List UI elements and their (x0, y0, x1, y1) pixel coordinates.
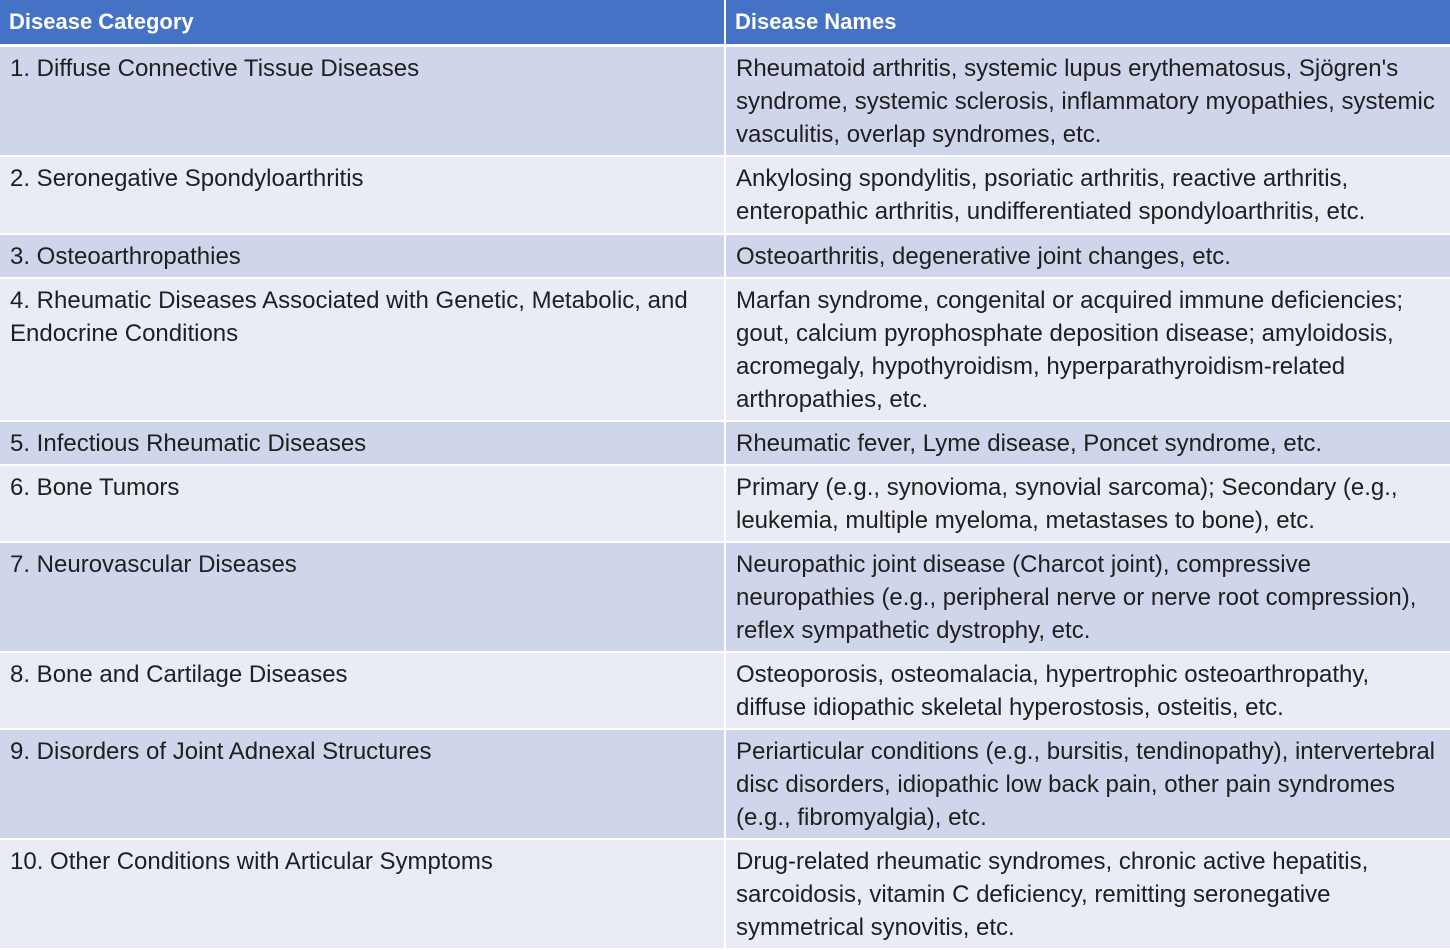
category-cell: 5. Infectious Rheumatic Diseases (0, 421, 725, 465)
table-row (0, 839, 1450, 949)
disease-names-cell: Marfan syndrome, congenital or acquired immune deficiencies; gout, calcium pyrophosphate deposition disease; amyloidosis, acromegaly, hypothyroidism, hyperparathyroidism-related arthropathies, etc. (725, 278, 1450, 421)
disease-names-cell: Ankylosing spondylitis, psoriatic arthritis, reactive arthritis, enteropathic arthritis, undifferentiated spondyloarthritis, etc. (725, 156, 1450, 234)
category-cell: 1. Diffuse Connective Tissue Diseases (0, 46, 725, 157)
table-row (0, 156, 1450, 234)
table-row (0, 542, 1450, 652)
disease-names-cell: Osteoporosis, osteomalacia, hypertrophic osteoarthropathy, diffuse idiopathic skeletal hyperostosis, osteitis, etc. (725, 652, 1450, 729)
category-cell: 8. Bone and Cartilage Diseases (0, 652, 725, 729)
disease-names-cell: Primary (e.g., synovioma, synovial sarcoma); Secondary (e.g., leukemia, multiple myeloma, metastases to bone), etc. (725, 465, 1450, 542)
disease-names-cell: Rheumatoid arthritis, systemic lupus erythematosus, Sjögren's syndrome, systemic sclerosis, inflammatory myopathies, systemic vasculitis, overlap syndromes, etc. (725, 46, 1450, 157)
table-row (0, 465, 1450, 542)
category-cell: 2. Seronegative Spondyloarthritis (0, 156, 725, 234)
header-disease-names: Disease Names (725, 0, 1450, 46)
category-cell: 4. Rheumatic Diseases Associated with Genetic, Metabolic, and Endocrine Conditions (0, 278, 725, 421)
table-row (0, 729, 1450, 839)
disease-names-cell: Periarticular conditions (e.g., bursitis, tendinopathy), intervertebral disc disorders, idiopathic low back pain, other pain syndromes (e.g., fibromyalgia), etc. (725, 729, 1450, 839)
header-disease-category: Disease Category (0, 0, 725, 46)
disease-names-cell: Rheumatic fever, Lyme disease, Poncet syndrome, etc. (725, 421, 1450, 465)
table-row (0, 421, 1450, 465)
table-row (0, 46, 1450, 157)
disease-names-cell: Neuropathic joint disease (Charcot joint), compressive neuropathies (e.g., peripheral nerve or nerve root compression), reflex sympathetic dystrophy, etc. (725, 542, 1450, 652)
table-row (0, 278, 1450, 421)
table-row (0, 234, 1450, 278)
table-row (0, 652, 1450, 729)
header-row (0, 0, 1450, 46)
category-cell: 9. Disorders of Joint Adnexal Structures (0, 729, 725, 839)
category-cell: 10. Other Conditions with Articular Symptoms (0, 839, 725, 949)
disease-names-cell: Osteoarthritis, degenerative joint changes, etc. (725, 234, 1450, 278)
category-cell: 7. Neurovascular Diseases (0, 542, 725, 652)
category-cell: 3. Osteoarthropathies (0, 234, 725, 278)
category-cell: 6. Bone Tumors (0, 465, 725, 542)
disease-names-cell: Drug-related rheumatic syndromes, chronic active hepatitis, sarcoidosis, vitamin C deficiency, remitting seronegative symmetrical synovitis, etc. (725, 839, 1450, 949)
